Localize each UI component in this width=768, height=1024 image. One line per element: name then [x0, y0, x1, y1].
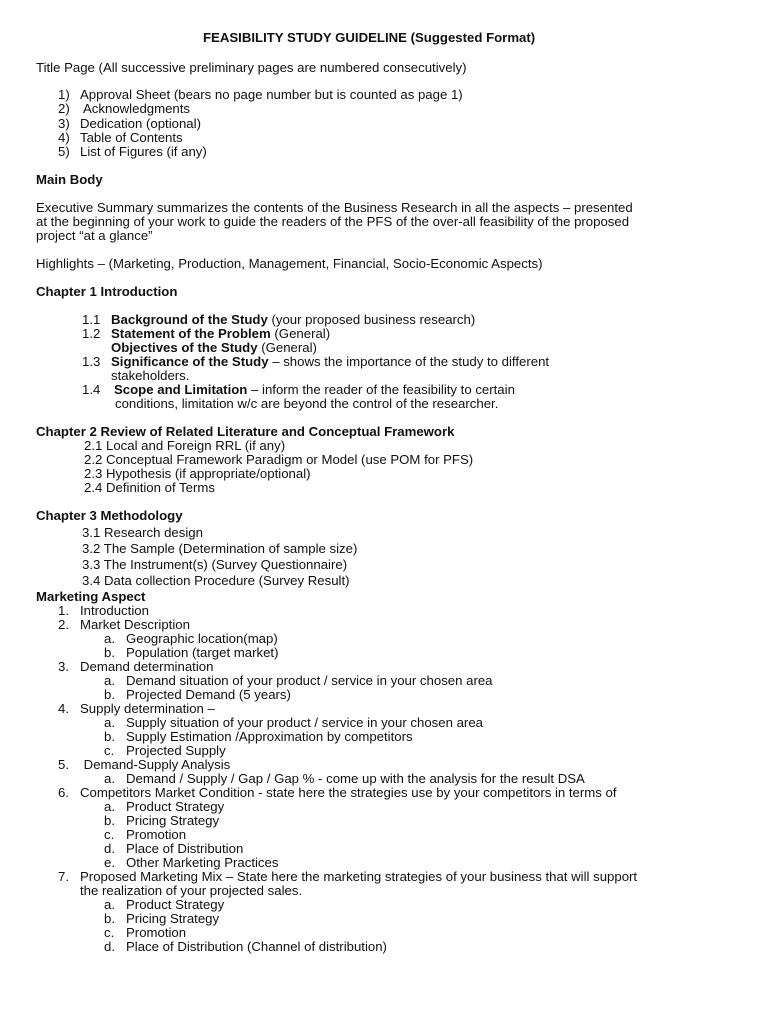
marketing-list-item: 7. Proposed Marketing Mix – State here the marketing strategies of your business that will support: [58, 869, 638, 884]
chapter3-item: 3.4 Data collection Procedure (Survey Result): [82, 573, 350, 588]
chapter2-heading: Chapter 2 Review of Related Literature and Conceptual Framework: [36, 424, 455, 439]
chapter1-heading: Chapter 1 Introduction: [36, 284, 178, 299]
chapter2-item: 2.3 Hypothesis (if appropriate/optional): [84, 466, 311, 481]
marketing-list-item: d. Place of Distribution (Channel of distribution): [104, 939, 387, 954]
document-title: FEASIBILITY STUDY GUIDELINE (Suggested Format): [203, 30, 536, 45]
marketing-list-item: c. Promotion: [104, 925, 187, 940]
chapter2-item: 2.2 Conceptual Framework Paradigm or Model (use POM for PFS): [84, 452, 474, 467]
highlights-line: Highlights – (Marketing, Production, Management, Financial, Socio-Economic Aspects): [36, 256, 543, 271]
marketing-list-item: 3. Demand determination: [58, 659, 214, 674]
marketing-list-item: the realization of your projected sales.: [80, 883, 303, 898]
marketing-heading: Marketing Aspect: [36, 589, 146, 604]
marketing-list-item: b. Pricing Strategy: [104, 813, 220, 828]
marketing-list-item: c. Promotion: [104, 827, 187, 842]
list-item: 2) Acknowledgments: [58, 101, 191, 116]
marketing-list-item: a. Geographic location(map): [104, 631, 278, 646]
exec-summary-line: project “at a glance”: [36, 228, 153, 243]
marketing-list-item: a. Demand / Supply / Gap / Gap % - come up with the analysis for the result DSA: [104, 771, 585, 786]
chapter3-item: 3.1 Research design: [82, 525, 203, 540]
chapter1-item: 1.2 Statement of the Problem (General): [82, 326, 331, 341]
marketing-list-item: 2. Market Description: [58, 617, 190, 632]
main-body-heading: Main Body: [36, 172, 103, 187]
chapter1-item: 1.1 Background of the Study (your proposed business research): [82, 312, 476, 327]
chapter3-heading: Chapter 3 Methodology: [36, 508, 183, 523]
marketing-list-item: a. Product Strategy: [104, 897, 225, 912]
chapter2-item: 2.4 Definition of Terms: [84, 480, 215, 495]
marketing-list-item: d. Place of Distribution: [104, 841, 244, 856]
marketing-list-item: b. Pricing Strategy: [104, 911, 220, 926]
marketing-list-item: a. Product Strategy: [104, 799, 225, 814]
marketing-list-item: 4. Supply determination –: [58, 701, 215, 716]
list-item: 1) Approval Sheet (bears no page number but is counted as page 1): [58, 87, 463, 102]
marketing-list-item: b. Supply Estimation /Approximation by competitors: [104, 729, 413, 744]
title-page-intro: Title Page (All successive preliminary pages are numbered consecutively): [36, 60, 467, 75]
chapter3-item: 3.2 The Sample (Determination of sample size): [82, 541, 358, 556]
chapter1-item: 1.3 Significance of the Study – shows the importance of the study to different: [82, 354, 550, 369]
chapter3-item: 3.3 The Instrument(s) (Survey Questionnaire): [82, 557, 348, 572]
exec-summary-line: at the beginning of your work to guide the readers of the PFS of the over-all feasibility of the proposed: [36, 214, 630, 229]
marketing-list-item: 5. Demand-Supply Analysis: [58, 757, 231, 772]
marketing-list-item: a. Supply situation of your product / service in your chosen area: [104, 715, 483, 730]
marketing-list-item: e. Other Marketing Practices: [104, 855, 279, 870]
marketing-list-item: 1. Introduction: [58, 603, 149, 618]
marketing-list-item: c. Projected Supply: [104, 743, 226, 758]
chapter1-item: conditions, limitation w/c are beyond the control of the researcher.: [115, 396, 499, 411]
chapter1-item: Objectives of the Study (General): [111, 340, 317, 355]
exec-summary-line: Executive Summary summarizes the contents of the Business Research in all the aspects – presented: [36, 200, 633, 215]
chapter1-item: stakeholders.: [111, 368, 190, 383]
chapter2-item: 2.1 Local and Foreign RRL (if any): [84, 438, 286, 453]
chapter1-item: 1.4 Scope and Limitation – inform the reader of the feasibility to certain: [82, 382, 515, 397]
marketing-list-item: b. Projected Demand (5 years): [104, 687, 291, 702]
marketing-list-item: 6. Competitors Market Condition - state here the strategies use by your competitors in terms of: [58, 785, 617, 800]
list-item: 3) Dedication (optional): [58, 116, 201, 131]
marketing-list-item: b. Population (target market): [104, 645, 279, 660]
list-item: 5) List of Figures (if any): [58, 144, 207, 159]
marketing-list-item: a. Demand situation of your product / service in your chosen area: [104, 673, 493, 688]
list-item: 4) Table of Contents: [58, 130, 183, 145]
